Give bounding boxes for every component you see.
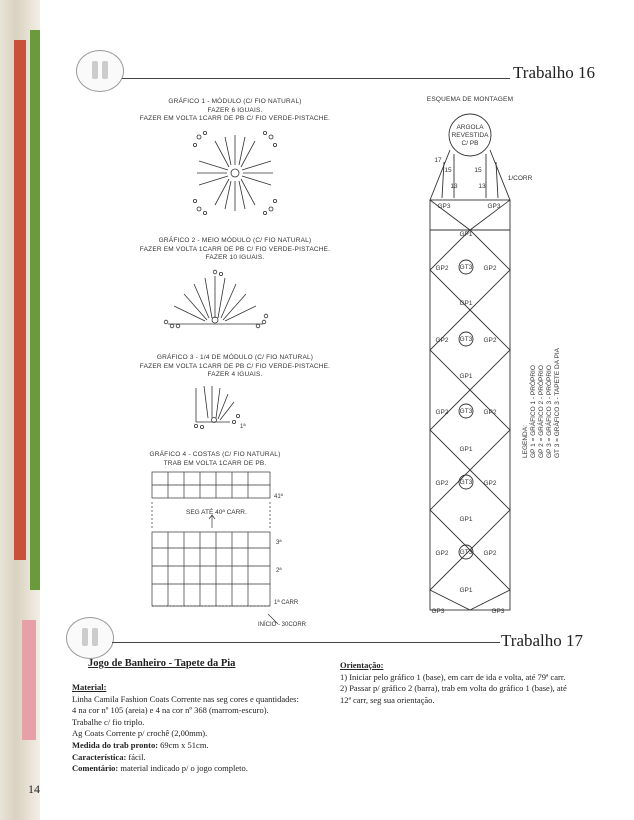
scheme-gt3: GT3 (459, 408, 473, 415)
scheme-gp1: GP1 (459, 587, 473, 594)
scheme-gp2: GP2 (435, 337, 449, 344)
chart-4-row-3: 3ª (276, 540, 282, 546)
header-rule (112, 642, 500, 643)
caracteristica-label: Característica: (72, 751, 127, 762)
orientation-step: 1) Iniciar pelo gráfico 1 (base), em carr de ida e volta, até 79ª carr. (340, 671, 566, 682)
scheme-gp1: GP1 (459, 446, 473, 453)
chart-3-diagram (190, 382, 250, 430)
scheme-gp2: GP2 (435, 480, 449, 487)
chart-1-diagram (185, 125, 285, 220)
scheme-number: 15 (474, 167, 482, 174)
scheme-gp2: GP2 (483, 409, 497, 416)
material-block (72, 682, 342, 775)
scheme-gp1: GP1 (459, 231, 473, 238)
book-spine (0, 0, 40, 820)
legend-item: GP 3 = GRÁFICO 3 - PRÓPRIO (546, 365, 553, 458)
chart-4-start: INÍCIO - 30CORR (258, 622, 307, 628)
comentario-value: material indicado p/ o jogo completo. (120, 763, 248, 774)
material-line: Ag Coats Corrente p/ crochê (2,00mm). (72, 728, 208, 739)
scheme-gp3: GP3 (437, 203, 451, 210)
scheme-gp3: GP3 (491, 608, 505, 615)
chart-4-diagram (148, 468, 328, 630)
orientation-step: 2) Passar p/ gráfico 2 (barra), trab em volta do gráfico 1 (base), até (340, 683, 567, 694)
medida-label: Medida do trab pronto: (72, 739, 159, 750)
medida-value: 69cm x 51cm. (160, 739, 209, 750)
scheme-gp3: GP3 (431, 608, 445, 615)
chart-1-caption: GRÁFICO 1 - MÓDULO (C/ FIO NATURAL) FAZER 6 IGUAIS. FAZER EM VOLTA 1CARR DE PB C/ FIO VERDE-PISTACHE. (139, 98, 331, 122)
chart-2-caption: GRÁFICO 2 - MEIO MÓDULO (C/ FIO NATURAL) FAZER EM VOLTA 1CARR DE PB C/ FIO VERDE-PISTACHE. FAZER 10 IGUAIS. (139, 237, 331, 261)
chart-4-row-41: 41ª (274, 494, 283, 500)
legend-item: GT 3 = GRÁFICO 3 - TAPETE DA PIA (554, 348, 561, 458)
chart-4-seg-label: SEG ATÉ 40ª CARR. (186, 509, 247, 516)
scheme-gp2: GP2 (483, 480, 497, 487)
scheme-gp1: GP1 (459, 373, 473, 380)
scheme-gp1: GP1 (459, 516, 473, 523)
page-title: Trabalho 16 (513, 63, 596, 82)
scheme-gt3: GT3 (459, 264, 473, 271)
chart-3-caption: GRÁFICO 3 - 1/4 DE MÓDULO (C/ FIO NATURAL) FAZER EM VOLTA 1CARR DE PB C/ FIO VERDE-PISTACHE. FAZER 4 IGUAIS. (139, 354, 331, 378)
legend-item: GP 2 = GRÁFICO 2 - PRÓPRIO (538, 365, 545, 458)
scheme-gt3: GT3 (459, 549, 473, 556)
chart-4-caption: GRÁFICO 4 - COSTAS (C/ FIO NATURAL) TRAB EM VOLTA 1CARR DE PB. (149, 451, 281, 467)
comentario-label: Comentário: (72, 763, 119, 774)
spine-stripe (22, 620, 36, 740)
material-line: 4 na cor nº 105 (areia) e 4 na cor nº 368 (marrom-escuro). (72, 705, 269, 716)
orientation-block (340, 660, 600, 706)
yarn-badge-icon (76, 50, 124, 92)
scheme-gp2: GP2 (483, 337, 497, 344)
scheme-title: ESQUEMA DE MONTAGEM (426, 96, 514, 103)
scheme-number: 17 (434, 157, 442, 164)
material-line: Linha Camila Fashion Coats Corrente nas seg cores e quantidades: (72, 693, 299, 704)
assembly-scheme (420, 110, 533, 620)
orientation-heading: Orientação: (340, 660, 384, 670)
spine-stripe (30, 30, 40, 590)
material-heading: Material: (72, 682, 107, 692)
scheme-corr: 1/CORR (507, 175, 533, 182)
spine-stripe (14, 40, 26, 560)
header-rule (122, 78, 510, 79)
caracteristica-value: fácil. (128, 751, 146, 762)
scheme-gt3: GT3 (459, 479, 473, 486)
scheme-number: 13 (450, 183, 458, 190)
page-number: 14 (28, 782, 40, 796)
chart-4-row-2: 2ª (276, 568, 282, 574)
scheme-number: 13 (478, 183, 486, 190)
scheme-gp2: GP2 (435, 550, 449, 557)
legend (522, 308, 562, 458)
scheme-ring-label: REVESTIDA (451, 132, 489, 139)
material-line: Trabalhe c/ fio triplo. (72, 716, 145, 727)
scheme-ring-label: ARGOLA (456, 124, 484, 131)
chart-3-row-label: 1ª (240, 424, 246, 430)
section-title: Trabalho 17 (501, 631, 584, 650)
chart-4-row-1: 1ª CARR (274, 600, 299, 606)
legend-item: GP 1 = GRÁFICO 1 - PRÓPRIO (530, 365, 537, 458)
legend-title: LEGENDA: (522, 425, 529, 458)
chart-2-diagram (158, 268, 273, 330)
scheme-gt3: GT3 (459, 336, 473, 343)
scheme-number: 15 (444, 167, 452, 174)
scheme-ring-label: C/ PB (461, 140, 479, 147)
orientation-step: 12ª carr, seg sua orientação. (340, 694, 435, 705)
scheme-gp2: GP2 (435, 265, 449, 272)
scheme-gp2: GP2 (435, 409, 449, 416)
scheme-gp3: GP3 (487, 203, 501, 210)
article-title: Jogo de Banheiro - Tapete da Pia (88, 658, 236, 669)
yarn-badge-icon (66, 617, 114, 659)
scheme-gp1: GP1 (459, 300, 473, 307)
scheme-gp2: GP2 (483, 550, 497, 557)
scheme-gp2: GP2 (483, 265, 497, 272)
